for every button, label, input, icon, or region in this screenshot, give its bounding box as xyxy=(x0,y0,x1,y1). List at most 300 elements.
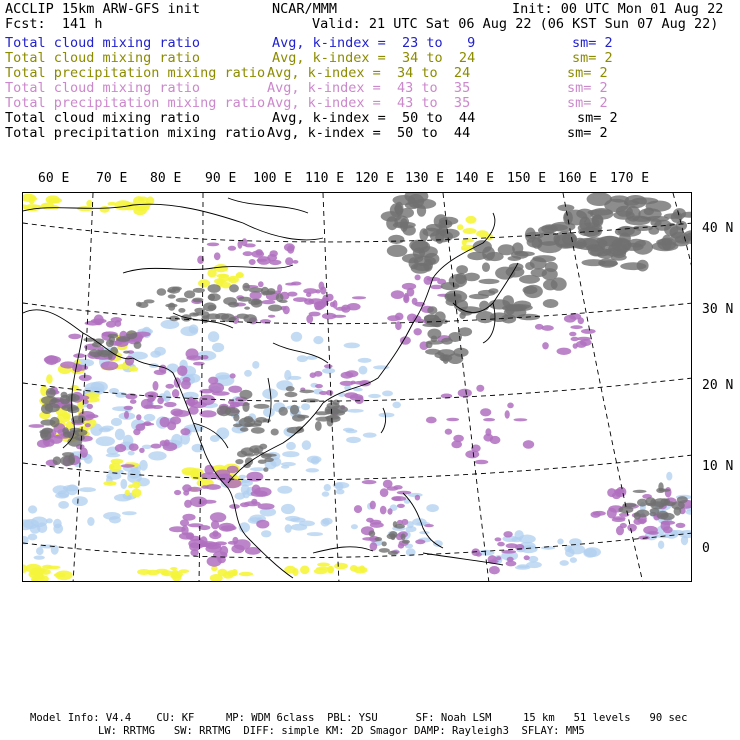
cloud-shading-cell xyxy=(263,467,268,472)
cloud-shading-cell xyxy=(291,332,302,342)
cloud-shading-cell xyxy=(674,507,682,516)
cloud-shading-cell xyxy=(489,566,500,574)
cloud-shading-cell xyxy=(523,286,538,294)
cloud-shading-cell xyxy=(208,331,219,342)
legend-smoothing: sm= 2 xyxy=(572,35,613,51)
cloud-shading-cell xyxy=(161,572,169,575)
cloud-shading-cell xyxy=(281,462,296,466)
cloud-shading-cell xyxy=(576,238,599,250)
cloud-shading-cell xyxy=(414,328,422,335)
cloud-shading-cell xyxy=(70,385,79,391)
legend-field-name: Total precipitation mixing ratio xyxy=(5,125,266,141)
cloud-shading-cell xyxy=(106,472,121,480)
cloud-shading-cell xyxy=(58,501,69,509)
cloud-shading-cell xyxy=(258,503,275,509)
cloud-shading-cell xyxy=(507,403,514,409)
cloud-shading-cell xyxy=(299,390,314,394)
cloud-shading-cell xyxy=(583,548,597,558)
cloud-shading-cell xyxy=(244,243,256,247)
coastline-segment xyxy=(228,198,308,213)
cloud-shading-cell xyxy=(362,480,377,484)
cloud-shading-cell xyxy=(189,542,201,551)
cloud-shading-cell xyxy=(391,533,396,540)
cloud-shading-cell xyxy=(387,245,408,257)
cloud-shading-cell xyxy=(513,304,533,311)
cloud-shading-cell xyxy=(666,472,672,481)
cloud-shading-cell xyxy=(215,313,229,320)
cloud-shading-cell xyxy=(179,533,194,540)
cloud-shading-cell xyxy=(413,263,432,271)
cloud-shading-cell xyxy=(46,388,56,398)
longitude-label: 110 E xyxy=(305,171,345,186)
cloud-shading-cell xyxy=(132,489,142,498)
cloud-shading-cell xyxy=(446,418,459,421)
cloud-shading-cell xyxy=(79,487,96,492)
legend-smoothing: sm= 2 xyxy=(567,95,608,111)
cloud-shading-cell xyxy=(393,485,402,489)
cloud-shading-cell xyxy=(201,541,217,547)
cloud-shading-cell xyxy=(415,275,421,281)
cloud-shading-cell xyxy=(677,496,688,503)
cloud-shading-cell xyxy=(292,260,298,264)
cloud-shading-cell xyxy=(208,284,221,293)
cloud-shading-cell xyxy=(268,315,275,318)
longitude-label: 90 E xyxy=(205,171,237,186)
cloud-shading-cell xyxy=(685,510,692,515)
cloud-shading-cell xyxy=(501,550,516,554)
cloud-shading-cell xyxy=(350,565,358,572)
legend-k-index-range: Avg, k-index = 50 to 44 xyxy=(272,110,476,126)
cloud-shading-cell xyxy=(282,451,299,457)
upper-level-purple-shading xyxy=(29,238,693,574)
cloud-shading-cell xyxy=(46,374,53,384)
longitude-label: 140 E xyxy=(455,171,495,186)
cloud-shading-cell xyxy=(101,361,119,370)
cloud-shading-cell xyxy=(682,235,691,241)
cloud-shading-cell xyxy=(186,355,202,360)
legend-k-index-range: Avg, k-index = 34 to 24 xyxy=(272,50,476,66)
legend-row xyxy=(5,96,735,111)
cloud-shading-cell xyxy=(150,351,161,358)
cloud-shading-cell xyxy=(277,284,282,292)
cloud-shading-cell xyxy=(130,399,137,404)
latitude-label: 0 xyxy=(702,541,710,556)
map-frame xyxy=(22,192,692,582)
cloud-shading-cell xyxy=(291,524,307,531)
cloud-shading-cell xyxy=(380,506,387,515)
cloud-shading-cell xyxy=(311,457,320,465)
cloud-shading-cell xyxy=(457,224,463,230)
cloud-shading-cell xyxy=(194,308,205,313)
cloud-shading-cell xyxy=(341,372,354,379)
cloud-shading-cell xyxy=(316,289,321,293)
longitude-label: 130 E xyxy=(405,171,445,186)
cloud-shading-cell xyxy=(417,205,426,217)
cloud-shading-cell xyxy=(202,355,209,359)
cloud-shading-cell xyxy=(358,358,372,363)
latitude-label: 30 N xyxy=(702,302,734,317)
cloud-shading-cell xyxy=(129,366,139,371)
cloud-shading-cell xyxy=(461,245,474,251)
cloud-shading-cell xyxy=(62,452,74,457)
cloud-shading-cell xyxy=(333,400,340,406)
cloud-shading-cell xyxy=(34,556,45,560)
cloud-shading-cell xyxy=(75,435,85,441)
cloud-shading-cell xyxy=(340,381,354,386)
cloud-shading-cell xyxy=(394,204,403,213)
cloud-shading-cell xyxy=(157,397,164,404)
cloud-shading-cell xyxy=(313,336,323,344)
cloud-shading-cell xyxy=(382,391,393,397)
legend-field-name: Total cloud mixing ratio xyxy=(5,50,201,66)
longitude-label: 170 E xyxy=(610,171,650,186)
cloud-shading-cell xyxy=(235,493,246,500)
cloud-shading-cell xyxy=(624,195,647,208)
cloud-shading-cell xyxy=(288,376,301,380)
cloud-shading-cell xyxy=(354,505,362,513)
cloud-shading-cell xyxy=(397,504,405,508)
cloud-shading-cell xyxy=(524,555,530,560)
cloud-shading-cell xyxy=(569,332,576,337)
cloud-shading-cell xyxy=(154,370,167,375)
cloud-shading-cell xyxy=(91,319,107,324)
cloud-shading-cell xyxy=(212,391,230,396)
cloud-shading-cell xyxy=(464,273,480,282)
cloud-shading-cell xyxy=(258,460,267,464)
cloud-shading-cell xyxy=(370,522,384,528)
cloud-shading-cell xyxy=(147,398,154,403)
cloud-shading-cell xyxy=(126,330,137,339)
longitude-label: 160 E xyxy=(558,171,598,186)
cloud-shading-cell xyxy=(435,231,444,244)
cloud-shading-cell xyxy=(466,216,477,224)
cloud-shading-cell xyxy=(136,302,142,307)
cloud-shading-cell xyxy=(176,298,188,303)
cloud-shading-cell xyxy=(620,523,627,528)
cloud-shading-cell xyxy=(665,487,672,498)
cloud-shading-cell xyxy=(327,566,334,574)
cloud-shading-cell xyxy=(495,537,502,541)
cloud-shading-cell xyxy=(181,380,191,390)
cloud-shading-cell xyxy=(279,407,288,416)
cloud-shading-cell xyxy=(72,363,82,372)
cloud-shading-cell xyxy=(133,429,140,435)
cloud-shading-cell xyxy=(324,364,333,368)
cloud-shading-cell xyxy=(577,337,591,341)
cloud-shading-cell xyxy=(137,569,151,575)
cloud-shading-cell xyxy=(261,300,275,304)
legend-field-name: Total cloud mixing ratio xyxy=(5,35,201,51)
cloud-shading-cell xyxy=(174,490,181,495)
cloud-shading-cell xyxy=(388,235,404,244)
cloud-shading-cell xyxy=(302,440,311,450)
cloud-shading-cell xyxy=(346,409,363,413)
cloud-shading-cell xyxy=(139,448,145,453)
cloud-shading-cell xyxy=(334,563,348,570)
cloud-shading-cell xyxy=(403,294,409,303)
cloud-shading-cell xyxy=(315,421,322,431)
cloud-shading-cell xyxy=(650,219,661,227)
cloud-shading-cell xyxy=(458,389,472,398)
cloud-shading-cell xyxy=(29,197,37,202)
cloud-shading-cell xyxy=(249,259,256,265)
cloud-shading-cell xyxy=(333,300,338,309)
cloud-shading-cell xyxy=(228,541,238,545)
cloud-shading-cell xyxy=(616,206,633,217)
cloud-shading-cell xyxy=(172,389,179,398)
cloud-shading-cell xyxy=(433,540,443,547)
cloud-shading-cell xyxy=(610,195,629,202)
cloud-shading-cell xyxy=(251,427,265,434)
cloud-map xyxy=(23,193,692,582)
cloud-shading-cell xyxy=(263,408,275,418)
cloud-shading-cell xyxy=(211,520,219,529)
cloud-shading-cell xyxy=(370,501,376,510)
cloud-shading-cell xyxy=(528,556,538,563)
cloud-shading-cell xyxy=(257,259,268,262)
cloud-shading-cell xyxy=(308,298,323,304)
cloud-shading-cell xyxy=(237,314,249,319)
cloud-shading-cell xyxy=(658,482,663,491)
cloud-shading-cell xyxy=(402,254,424,264)
cloud-shading-cell xyxy=(228,317,235,321)
legend-field-name: Total precipitation mixing ratio xyxy=(5,95,266,111)
cloud-shading-cell xyxy=(251,499,257,505)
cloud-shading-cell xyxy=(36,576,45,580)
cloud-shading-cell xyxy=(415,495,420,501)
cloud-shading-cell xyxy=(523,440,534,449)
cloud-shading-cell xyxy=(383,480,393,488)
legend-k-index-range: Avg, k-index = 43 to 35 xyxy=(267,95,471,111)
cloud-shading-cell xyxy=(382,541,387,546)
cloud-shading-cell xyxy=(459,312,465,319)
cloud-shading-cell xyxy=(212,530,218,537)
cloud-shading-cell xyxy=(223,297,237,305)
cloud-shading-cell xyxy=(321,298,330,303)
cloud-shading-cell xyxy=(478,290,496,296)
cloud-shading-cell xyxy=(53,456,62,465)
cloud-shading-cell xyxy=(290,518,305,523)
cloud-shading-cell xyxy=(238,240,243,249)
cloud-shading-cell xyxy=(314,568,328,574)
cloud-shading-cell xyxy=(51,399,61,403)
cloud-shading-cell xyxy=(214,252,221,260)
cloud-shading-cell xyxy=(485,428,491,436)
cloud-shading-cell xyxy=(125,490,130,496)
cloud-shading-cell xyxy=(322,491,330,496)
cloud-shading-cell xyxy=(87,404,93,409)
longitude-label: 100 E xyxy=(253,171,293,186)
model-title: ACCLIP 15km ARW-GFS init xyxy=(5,1,201,17)
cloud-shading-cell xyxy=(391,290,404,299)
cloud-shading-cell xyxy=(153,381,159,391)
cloud-shading-cell xyxy=(633,490,647,493)
cloud-shading-cell xyxy=(239,390,252,399)
cloud-shading-cell xyxy=(134,342,142,349)
cloud-shading-cell xyxy=(581,329,596,334)
cloud-shading-cell xyxy=(30,524,41,534)
cloud-shading-cell xyxy=(228,386,242,393)
cloud-shading-cell xyxy=(467,252,486,260)
cloud-shading-cell xyxy=(238,297,252,302)
cloud-shading-cell xyxy=(393,222,416,229)
cloud-shading-cell xyxy=(591,511,601,518)
cloud-shading-cell xyxy=(535,324,544,330)
cloud-shading-cell xyxy=(172,410,190,417)
cloud-shading-cell xyxy=(570,325,582,329)
cloud-shading-cell xyxy=(366,518,374,523)
cloud-shading-cell xyxy=(168,287,181,294)
cloud-shading-cell xyxy=(216,274,229,278)
cloud-shading-cell xyxy=(230,402,240,408)
cloud-shading-cell xyxy=(37,440,50,448)
cloud-shading-cell xyxy=(180,326,198,336)
cloud-shading-cell xyxy=(239,417,256,427)
cloud-shading-cell xyxy=(401,533,406,540)
cloud-shading-cell xyxy=(322,518,333,525)
cloud-shading-cell xyxy=(514,251,535,256)
legend-field-name: Total precipitation mixing ratio xyxy=(5,65,266,81)
cloud-shading-cell xyxy=(633,216,652,222)
cloud-shading-cell xyxy=(207,269,216,278)
cloud-shading-cell xyxy=(557,204,574,211)
institution-label: NCAR/MMM xyxy=(272,1,338,17)
cloud-shading-cell xyxy=(330,405,348,413)
cloud-shading-cell xyxy=(456,265,468,274)
cloud-shading-cell xyxy=(240,427,249,432)
cloud-shading-cell xyxy=(322,368,335,374)
cloud-shading-cell xyxy=(125,356,134,366)
cloud-shading-cell xyxy=(132,481,140,488)
cloud-shading-cell xyxy=(28,534,38,541)
cloud-shading-cell xyxy=(244,453,255,456)
cloud-shading-cell xyxy=(136,414,141,420)
cloud-shading-cell xyxy=(503,531,512,537)
cloud-shading-cell xyxy=(103,512,121,520)
cloud-shading-cell xyxy=(543,299,559,308)
cloud-shading-cell xyxy=(379,548,390,553)
cloud-shading-cell xyxy=(199,410,216,417)
cloud-shading-cell xyxy=(482,262,490,272)
cloud-shading-cell xyxy=(127,472,142,483)
cloud-shading-cell xyxy=(422,323,439,327)
cloud-shading-cell xyxy=(203,302,217,311)
cloud-shading-cell xyxy=(151,444,162,449)
cloud-shading-cell xyxy=(243,251,253,256)
cloud-shading-cell xyxy=(179,569,190,573)
cloud-shading-cell xyxy=(332,315,346,318)
cloud-shading-cell xyxy=(424,314,439,322)
legend-k-index-range: Avg, k-index = 50 to 44 xyxy=(267,125,471,141)
cloud-shading-cell xyxy=(326,390,333,396)
cloud-shading-cell xyxy=(234,539,251,550)
cloud-shading-cell xyxy=(44,356,61,364)
cloud-shading-cell xyxy=(121,464,135,468)
cloud-shading-cell xyxy=(58,490,70,497)
cloud-shading-cell xyxy=(415,539,425,544)
cloud-shading-cell xyxy=(115,444,126,452)
cloud-shading-cell xyxy=(109,336,115,342)
cloud-shading-cell xyxy=(634,512,641,519)
cloud-shading-cell xyxy=(505,304,515,315)
cloud-shading-cell xyxy=(103,481,116,486)
legend-smoothing: sm= 2 xyxy=(572,50,613,66)
cloud-shading-cell xyxy=(217,569,227,576)
cloud-shading-cell xyxy=(369,530,376,536)
latitude-label: 10 N xyxy=(702,459,734,474)
cloud-shading-cell xyxy=(285,524,292,533)
cloud-shading-cell xyxy=(661,521,675,525)
cloud-shading-cell xyxy=(287,245,294,253)
cloud-shading-cell xyxy=(210,512,226,522)
cloud-shading-cell xyxy=(451,441,462,449)
cloud-shading-cell xyxy=(97,350,111,357)
cloud-shading-cell xyxy=(497,542,505,547)
cloud-shading-cell xyxy=(427,306,437,314)
cloud-shading-cell xyxy=(439,217,458,225)
cloud-shading-cell xyxy=(650,499,656,506)
legend-k-index-range: Avg, k-index = 43 to 35 xyxy=(267,80,471,96)
cloud-shading-cell xyxy=(646,201,672,212)
top-level-gray-shading xyxy=(39,193,692,555)
cloud-shading-cell xyxy=(229,284,239,292)
cloud-shading-cell xyxy=(445,293,462,299)
cloud-shading-cell xyxy=(115,320,122,327)
legend-smoothing: sm= 2 xyxy=(567,80,608,96)
cloud-shading-cell xyxy=(54,573,66,577)
longitude-label: 80 E xyxy=(150,171,182,186)
cloud-shading-cell xyxy=(297,355,308,362)
cloud-shading-cell xyxy=(201,485,208,489)
cloud-shading-cell xyxy=(363,433,377,438)
cloud-shading-cell xyxy=(475,460,489,465)
cloud-shading-cell xyxy=(183,490,189,495)
cloud-shading-cell xyxy=(419,228,428,241)
cloud-shading-cell xyxy=(649,512,656,516)
cloud-shading-cell xyxy=(228,276,239,283)
cloud-shading-cell xyxy=(557,539,563,545)
cloud-shading-cell xyxy=(392,496,406,501)
cloud-shading-cell xyxy=(208,293,221,301)
cloud-shading-cell xyxy=(392,402,401,409)
cloud-shading-cell xyxy=(570,557,577,563)
cloud-shading-cell xyxy=(41,404,53,414)
cloud-shading-cell xyxy=(235,459,243,464)
cloud-shading-cell xyxy=(424,524,434,527)
cloud-shading-cell xyxy=(514,418,528,421)
legend-smoothing: sm= 2 xyxy=(567,125,608,141)
cloud-shading-cell xyxy=(87,517,94,526)
cloud-shading-cell xyxy=(28,505,37,513)
cloud-shading-cell xyxy=(508,256,522,261)
cloud-shading-cell xyxy=(306,468,319,472)
cloud-shading-cell xyxy=(268,305,282,312)
cloud-shading-cell xyxy=(315,384,323,388)
cloud-shading-cell xyxy=(249,445,263,453)
cloud-shading-cell xyxy=(106,321,116,328)
cloud-shading-cell xyxy=(306,292,311,297)
cloud-shading-cell xyxy=(412,298,418,305)
cloud-shading-cell xyxy=(285,257,293,265)
cloud-shading-cell xyxy=(531,268,547,277)
cloud-shading-cell xyxy=(124,406,134,410)
valid-time: Valid: 21 UTC Sat 06 Aug 22 (06 KST Sun 07 Aug 22) xyxy=(312,16,719,32)
cloud-shading-cell xyxy=(286,386,295,392)
longitude-label: 120 E xyxy=(355,171,395,186)
cloud-shading-cell xyxy=(496,556,501,560)
cloud-shading-cell xyxy=(387,315,400,321)
cloud-shading-cell xyxy=(627,239,646,248)
